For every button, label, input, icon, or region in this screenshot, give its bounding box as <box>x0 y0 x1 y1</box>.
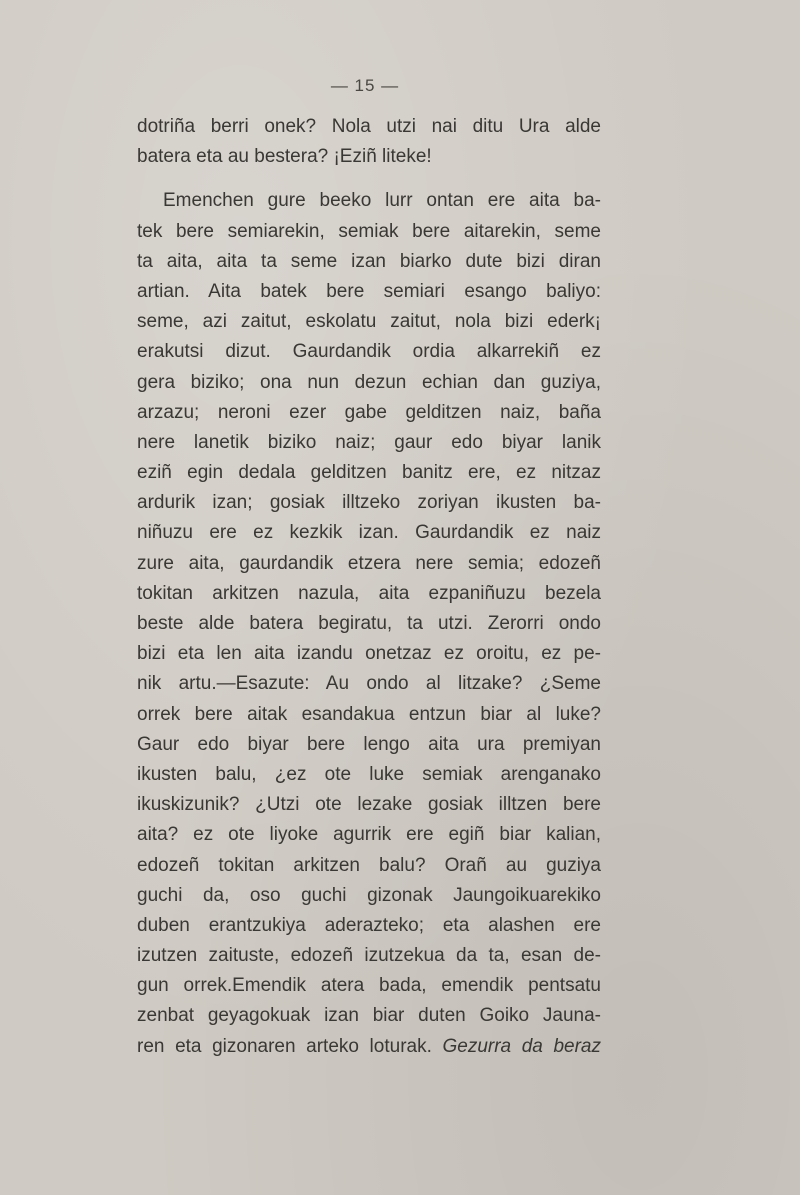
text-line: Gaur edo biyar bere lengo aita ura premiyan <box>137 733 601 755</box>
text-line: duben erantzukiya aderazteko; eta alashen ere <box>137 914 601 936</box>
text-line: artian. Aita batek bere semiari esango baliyo: <box>137 280 601 302</box>
text-line: gun orrek.Emendik atera bada, emendik pentsatu <box>137 975 601 997</box>
paragraph-2 <box>137 186 601 1061</box>
text-line: nik artu.—Esazute: Au ondo al litzake? ¿Seme <box>137 673 601 695</box>
text-line: batera eta au bestera? ¡Eziñ liteke! <box>137 146 432 168</box>
text-line: eziñ egin dedala gelditzen banitz ere, ez nitzaz <box>137 462 601 484</box>
page-number: — 15 — <box>330 76 400 95</box>
text-line: seme, azi zaitut, eskolatu zaitut, nola bizi ederk¡ <box>137 311 601 333</box>
text-line: guchi da, oso guchi gizonak Jaungoikuarekiko <box>137 884 601 906</box>
text-line: aita? ez ote liyoke agurrik ere egiñ biar kalian, <box>137 824 601 846</box>
text-line: bizi eta len aita izandu onetzaz ez oroitu, ez pe- <box>137 643 601 665</box>
text-line: izutzen zaituste, edozeñ izutzekua da ta, esan de- <box>137 945 601 967</box>
body-text <box>137 112 601 1062</box>
text-line: nere lanetik biziko naiz; gaur edo biyar lanik <box>137 431 601 453</box>
text-line: zenbat geyagokuak izan biar duten Goiko Jauna- <box>137 1005 601 1027</box>
text-line: gera biziko; ona nun dezun echian dan guziya, <box>137 371 601 393</box>
text-line: beste alde batera begiratu, ta utzi. Zerorri ondo <box>137 613 601 634</box>
text-line: ikusten balu, ¿ez ote luke semiak arenganako <box>137 763 601 785</box>
text-line: erakutsi dizut. Gaurdandik ordia alkarrekiñ ez <box>137 341 601 363</box>
text-line: ikuskizunik? ¿Utzi ote lezake gosiak illtzen bere <box>137 794 601 816</box>
text-line: tek bere semiarekin, semiak bere aitarekin, seme <box>137 220 601 242</box>
text-line: niñuzu ere ez kezkik izan. Gaurdandik ez naiz <box>137 522 601 544</box>
text-line-final <box>137 1032 601 1062</box>
text-line: orrek bere aitak esandakua entzun biar al luke? <box>137 703 601 725</box>
text-line: ardurik izan; gosiak illtzeko zoriyan ikusten ba- <box>137 492 601 514</box>
text-line: edozeñ tokitan arkitzen balu? Orañ au guziya <box>137 854 601 876</box>
text-line: arzazu; neroni ezer gabe gelditzen naiz, baña <box>137 401 601 423</box>
paragraph-1 <box>137 112 601 172</box>
text-line: zure aita, gaurdandik etzera nere semia; edozeñ <box>137 552 601 574</box>
text-line: tokitan arkitzen nazula, aita ezpaniñuzu bezela <box>137 582 601 604</box>
text-run: ren eta gizonaren arteko loturak. <box>137 1035 443 1057</box>
italic-text-run: Gezurra da beraz <box>442 1035 601 1057</box>
text-line: ta aita, aita ta seme izan biarko dute bizi diran <box>137 250 601 272</box>
paragraph-gap <box>137 172 601 186</box>
text-line: Emenchen gure beeko lurr ontan ere aita ba- <box>163 190 601 212</box>
text-line: dotriña berri onek? Nola utzi nai ditu Ura alde <box>137 116 601 137</box>
